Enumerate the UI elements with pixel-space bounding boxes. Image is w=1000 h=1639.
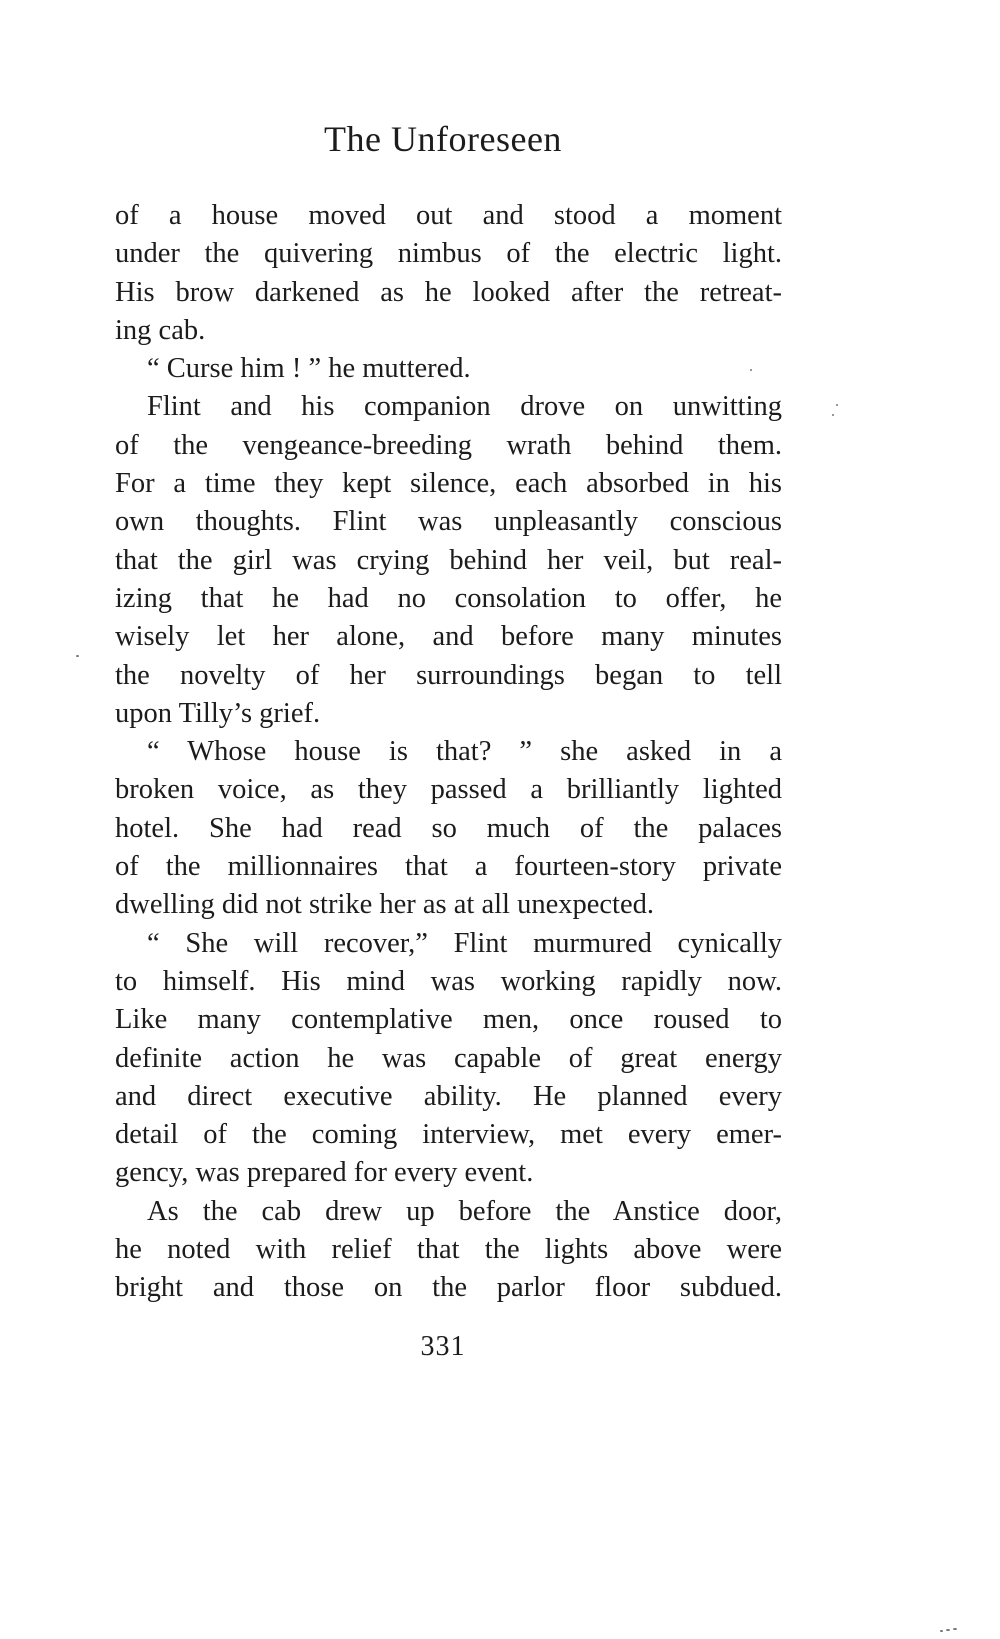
text-line: the novelty of her surroundings began to tell [115,659,782,691]
text-line: of the millionnaires that a fourteen-story private [115,851,782,883]
text-line: For a time they kept silence, each absorbed in his [115,468,782,500]
text-line: ing cab. [115,314,206,346]
paper-speck [946,1629,950,1631]
running-head: The Unforeseen [324,119,562,159]
text-line: and direct executive ability. He planned every [115,1080,782,1112]
text-line: under the quivering nimbus of the electric light. [115,238,782,270]
text-line: izing that he had no consolation to offer, he [115,582,782,614]
text-line: Like many contemplative men, once roused to [115,1004,782,1036]
text-line: As the cab drew up before the Anstice door, [147,1195,782,1227]
text-line: of a house moved out and stood a moment [115,200,782,231]
page-number: 331 [420,1331,466,1362]
text-line: that the girl was crying behind her veil, but real- [115,544,782,576]
paper-speck [832,414,834,416]
text-line: bright and those on the parlor floor subdued. [115,1272,782,1304]
text-line: His brow darkened as he looked after the retreat- [115,276,782,308]
text-line: upon Tilly’s grief. [115,697,321,729]
paper-speck [940,1630,943,1632]
text-line: detail of the coming interview, met every emer- [115,1119,782,1151]
text-line: of the vengeance-breeding wrath behind them. [115,429,782,461]
body-text [115,197,782,1308]
text-line: “ Curse him ! ” he muttered. [147,353,471,385]
text-line: gency, was prepared for every event. [115,1157,534,1189]
paper-speck [76,655,79,657]
paper-speck [953,1628,957,1630]
text-line: “ Whose house is that? ” she asked in a [147,736,782,768]
paper-speck [750,369,752,371]
text-line: he noted with relief that the lights above were [115,1234,782,1266]
text-line: hotel. She had read so much of the palaces [115,812,782,844]
text-line: definite action he was capable of great energy [115,1042,782,1074]
text-line: dwelling did not strike her as at all unexpected. [115,889,654,921]
text-line: Flint and his companion drove on unwitting [147,391,782,423]
text-line: broken voice, as they passed a brilliantly lighted [115,774,782,806]
paper-speck [836,404,838,406]
text-line: to himself. His mind was working rapidly now. [115,965,782,997]
text-line: “ She will recover,” Flint murmured cynically [147,927,782,959]
text-line: own thoughts. Flint was unpleasantly conscious [115,506,782,538]
text-line: wisely let her alone, and before many minutes [115,621,782,653]
